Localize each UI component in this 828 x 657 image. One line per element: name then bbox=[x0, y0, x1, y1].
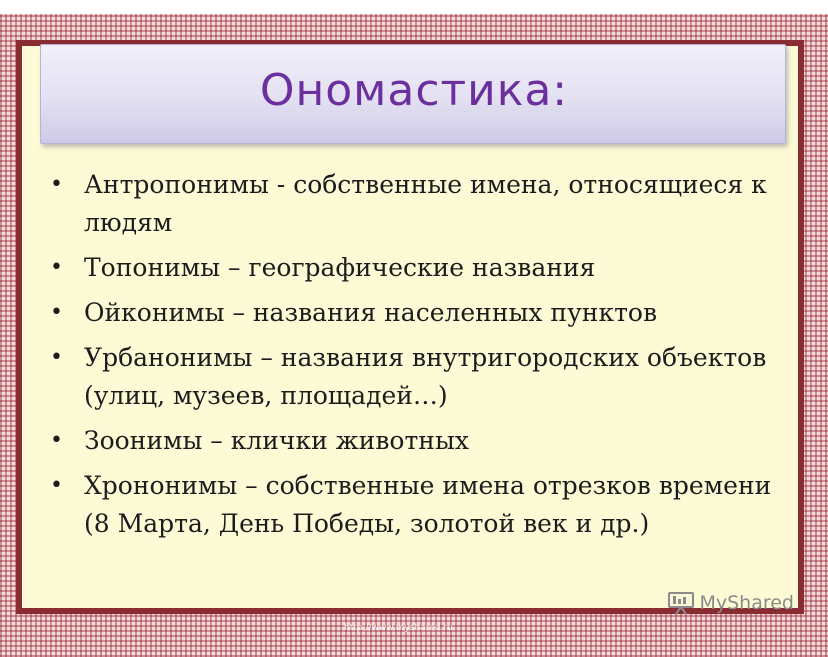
list-item bbox=[40, 166, 790, 242]
list-item-text: Топонимы – географические названия bbox=[84, 253, 596, 282]
bullet-dot: • bbox=[50, 473, 63, 498]
slide-title: Ономастика: bbox=[259, 65, 569, 116]
list-item-text: Ойконимы – названия населенных пунктов bbox=[84, 298, 658, 327]
list-item-text: Антропонимы - собственные имена, относящиеся к людям bbox=[84, 170, 767, 237]
bullet-dot: • bbox=[50, 428, 63, 453]
top-strip bbox=[0, 0, 828, 14]
bullet-dot: • bbox=[50, 300, 63, 325]
bullet-list bbox=[40, 166, 790, 550]
title-box bbox=[40, 44, 786, 144]
list-item-text: Урбанонимы – названия внутригородских объектов (улиц, музеев, площадей…) bbox=[84, 343, 767, 410]
list-item-text: Хрононимы – собственные имена отрезков времени (8 Марта, День Победы, золотой век и др.) bbox=[84, 471, 772, 538]
watermark-label: MyShared bbox=[699, 592, 794, 614]
list-item-text: Зоонимы – клички животных bbox=[84, 426, 469, 455]
bullet-dot: • bbox=[50, 255, 63, 280]
list-item bbox=[40, 467, 790, 543]
list-item bbox=[40, 249, 790, 287]
list-item bbox=[40, 339, 790, 415]
footer-url: http://www.myshared.ru bbox=[344, 623, 453, 633]
projector-screen-icon bbox=[667, 591, 695, 615]
bullet-dot: • bbox=[50, 172, 63, 197]
list-item bbox=[40, 294, 790, 332]
bullet-dot: • bbox=[50, 345, 63, 370]
myshared-watermark[interactable] bbox=[667, 591, 794, 615]
list-item bbox=[40, 422, 790, 460]
